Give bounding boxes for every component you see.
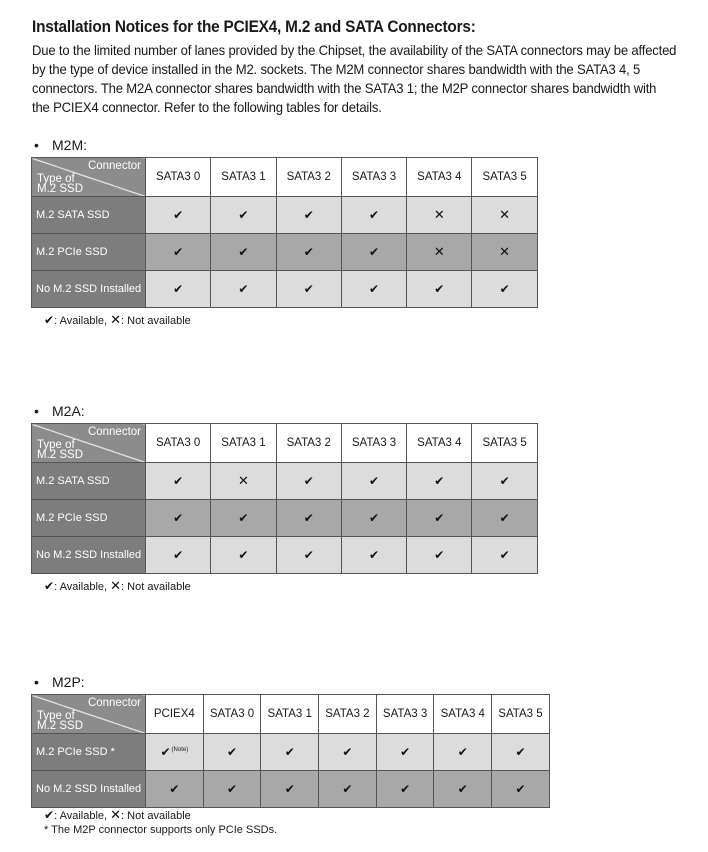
intro-line: connectors. The M2A connector shares bandwidth with the SATA3 1; the M2P connector shares bandwidth with bbox=[32, 80, 657, 96]
column-header: SATA3 3 bbox=[341, 158, 406, 197]
table-cell bbox=[341, 271, 406, 308]
intro-line: by the type of device installed in the M2. sockets. The M2M connector shares bandwidth with the SATA3 4, 5 bbox=[32, 61, 641, 77]
table-row bbox=[32, 734, 550, 771]
table-cell bbox=[276, 500, 341, 537]
column-header: SATA3 0 bbox=[146, 158, 211, 197]
check-icon: ✔ bbox=[238, 548, 249, 562]
check-icon: ✔ bbox=[434, 511, 445, 525]
check-icon: ✔ bbox=[227, 782, 238, 796]
table-cell bbox=[319, 734, 377, 771]
check-icon: ✔ bbox=[369, 245, 380, 259]
m2a-table bbox=[31, 423, 538, 574]
check-icon: ✔ bbox=[227, 745, 238, 759]
m2a-heading-text: M2A: bbox=[52, 403, 85, 419]
table-row bbox=[32, 537, 538, 574]
check-icon: ✔ bbox=[457, 782, 468, 796]
table-cell bbox=[276, 537, 341, 574]
intro-paragraph bbox=[32, 41, 677, 117]
column-header: SATA3 3 bbox=[341, 424, 406, 463]
check-icon: ✔ bbox=[284, 745, 295, 759]
row-label: M.2 PCIe SSD * bbox=[32, 734, 146, 771]
check-icon: ✔ bbox=[238, 208, 249, 222]
table-cell bbox=[211, 197, 276, 234]
m2m-legend bbox=[44, 312, 191, 328]
check-icon: ✔ bbox=[303, 245, 314, 259]
table-cell bbox=[146, 537, 211, 574]
row-label: M.2 PCIe SSD bbox=[32, 500, 146, 537]
check-icon: ✔ bbox=[369, 474, 380, 488]
corner-type-line: M.2 SSD bbox=[37, 720, 84, 732]
column-header: SATA3 1 bbox=[261, 695, 319, 734]
table-cell bbox=[341, 197, 406, 234]
corner-type-line: M.2 SSD bbox=[37, 183, 84, 195]
corner-type-line: Type of bbox=[37, 173, 75, 185]
m2p-table bbox=[31, 694, 550, 808]
check-icon: ✔ bbox=[173, 511, 184, 525]
intro-line: Due to the limited number of lanes provided by the Chipset, the availability of the SATA connectors may be affected bbox=[32, 42, 677, 58]
legend-available-text: : Available, bbox=[54, 581, 108, 593]
table-cell bbox=[319, 771, 377, 808]
table-cell bbox=[492, 771, 550, 808]
check-icon: ✔ bbox=[303, 548, 314, 562]
check-icon: ✔ bbox=[238, 245, 249, 259]
cross-icon: ✕ bbox=[110, 578, 122, 593]
check-icon: ✔ bbox=[499, 511, 510, 525]
corner-type-label bbox=[37, 711, 83, 731]
cross-icon: ✕ bbox=[499, 207, 511, 222]
table-cell bbox=[434, 771, 492, 808]
column-header: SATA3 0 bbox=[203, 695, 261, 734]
row-label: No M.2 SSD Installed bbox=[32, 537, 146, 574]
check-icon: ✔ bbox=[515, 745, 526, 759]
column-header: SATA3 5 bbox=[472, 158, 537, 197]
table-cell bbox=[341, 234, 406, 271]
check-icon: ✔ bbox=[173, 548, 184, 562]
check-icon: ✔ bbox=[434, 548, 445, 562]
column-header: SATA3 0 bbox=[146, 424, 211, 463]
bullet-icon: • bbox=[34, 137, 39, 153]
check-icon: ✔ bbox=[457, 745, 468, 759]
check-icon: ✔ bbox=[173, 282, 184, 296]
corner-type-line: Type of bbox=[37, 439, 75, 451]
table-cell bbox=[341, 463, 406, 500]
intro-line: the PCIEX4 connector. Refer to the following tables for details. bbox=[32, 99, 382, 115]
table-cell bbox=[146, 734, 204, 771]
check-icon: ✔ bbox=[173, 474, 184, 488]
cross-icon: ✕ bbox=[499, 244, 511, 259]
column-header: SATA3 1 bbox=[211, 424, 276, 463]
legend-available-text: : Available, bbox=[54, 315, 108, 327]
check-icon: ✔ bbox=[303, 208, 314, 222]
cross-icon: ✕ bbox=[237, 473, 249, 488]
corner-type-line: M.2 SSD bbox=[37, 449, 84, 461]
check-icon: ✔ bbox=[284, 782, 295, 796]
check-icon: ✔ bbox=[369, 208, 380, 222]
table-cell bbox=[146, 271, 211, 308]
check-icon: ✔ bbox=[369, 282, 380, 296]
table-cell bbox=[376, 771, 434, 808]
table-cell bbox=[407, 197, 472, 234]
page-title: Installation Notices for the PCIEX4, M.2 and SATA Connectors: bbox=[32, 18, 476, 36]
table-cell bbox=[434, 734, 492, 771]
corner-header-cell bbox=[32, 158, 146, 197]
table-row bbox=[32, 500, 538, 537]
check-icon: ✔ bbox=[44, 579, 55, 593]
corner-connector-label: Connector bbox=[87, 160, 141, 172]
table-cell bbox=[472, 500, 537, 537]
check-icon: ✔ bbox=[369, 548, 380, 562]
check-icon: ✔ bbox=[44, 808, 55, 822]
table-cell bbox=[472, 197, 537, 234]
table-cell bbox=[146, 197, 211, 234]
table-cell bbox=[146, 500, 211, 537]
m2p-heading-text: M2P: bbox=[52, 674, 85, 690]
check-icon: ✔ bbox=[342, 782, 353, 796]
m2m-heading-text: M2M: bbox=[52, 137, 87, 153]
check-icon: ✔ bbox=[44, 313, 55, 327]
column-header: SATA3 4 bbox=[407, 424, 472, 463]
m2a-legend bbox=[44, 578, 191, 594]
cross-icon: ✕ bbox=[110, 312, 122, 327]
m2p-legend bbox=[44, 807, 191, 823]
check-icon: ✔ bbox=[342, 745, 353, 759]
table-cell bbox=[203, 771, 261, 808]
cross-icon: ✕ bbox=[433, 207, 445, 222]
column-header: SATA3 2 bbox=[276, 158, 341, 197]
table-cell bbox=[341, 500, 406, 537]
table-header-row bbox=[32, 158, 538, 197]
table-cell bbox=[211, 500, 276, 537]
check-icon: ✔ bbox=[303, 511, 314, 525]
table-cell bbox=[276, 271, 341, 308]
check-icon: ✔ bbox=[169, 782, 180, 796]
check-icon: ✔ bbox=[499, 474, 510, 488]
note-tag: (Note) bbox=[171, 747, 189, 754]
column-header: SATA3 5 bbox=[472, 424, 537, 463]
table-row bbox=[32, 463, 538, 500]
table-cell bbox=[407, 234, 472, 271]
table-cell bbox=[211, 463, 276, 500]
m2a-heading bbox=[34, 403, 85, 419]
table-row bbox=[32, 771, 550, 808]
table-cell bbox=[203, 734, 261, 771]
table-cell bbox=[407, 537, 472, 574]
legend-not-available-text: : Not available bbox=[121, 810, 191, 822]
check-icon: ✔ bbox=[303, 282, 314, 296]
bullet-icon: • bbox=[34, 674, 39, 690]
table-cell bbox=[407, 463, 472, 500]
m2m-table bbox=[31, 157, 538, 308]
corner-type-label bbox=[37, 440, 83, 460]
corner-type-label bbox=[37, 174, 83, 194]
column-header: SATA3 2 bbox=[276, 424, 341, 463]
m2p-heading bbox=[34, 674, 85, 690]
row-label: No M.2 SSD Installed bbox=[32, 771, 146, 808]
check-icon: ✔ bbox=[400, 745, 411, 759]
legend-available-text: : Available, bbox=[54, 810, 108, 822]
table-cell bbox=[472, 271, 537, 308]
column-header: PCIEX4 bbox=[146, 695, 204, 734]
check-icon: ✔ bbox=[434, 474, 445, 488]
legend-not-available-text: : Not available bbox=[121, 315, 191, 327]
column-header: SATA3 5 bbox=[492, 695, 550, 734]
cross-icon: ✕ bbox=[110, 807, 122, 822]
table-cell bbox=[376, 734, 434, 771]
column-header: SATA3 1 bbox=[211, 158, 276, 197]
table-cell bbox=[146, 234, 211, 271]
column-header: SATA3 4 bbox=[407, 158, 472, 197]
table-cell bbox=[146, 771, 204, 808]
check-icon: ✔ bbox=[499, 548, 510, 562]
check-icon: ✔ bbox=[160, 745, 171, 759]
table-cell bbox=[211, 234, 276, 271]
column-header: SATA3 4 bbox=[434, 695, 492, 734]
table-cell bbox=[276, 197, 341, 234]
table-cell bbox=[276, 463, 341, 500]
table-cell bbox=[146, 463, 211, 500]
check-icon: ✔ bbox=[499, 282, 510, 296]
footnote: * The M2P connector supports only PCIe SSDs. bbox=[44, 824, 278, 836]
column-header: SATA3 2 bbox=[319, 695, 377, 734]
column-header: SATA3 3 bbox=[376, 695, 434, 734]
check-icon: ✔ bbox=[434, 282, 445, 296]
check-icon: ✔ bbox=[369, 511, 380, 525]
table-cell bbox=[211, 271, 276, 308]
table-cell bbox=[407, 271, 472, 308]
corner-header-cell bbox=[32, 695, 146, 734]
check-icon: ✔ bbox=[515, 782, 526, 796]
table-cell bbox=[276, 234, 341, 271]
table-row bbox=[32, 271, 538, 308]
corner-connector-label: Connector bbox=[87, 697, 141, 709]
corner-connector-label: Connector bbox=[87, 426, 141, 438]
table-row bbox=[32, 197, 538, 234]
table-cell bbox=[472, 463, 537, 500]
table-cell bbox=[211, 537, 276, 574]
legend-not-available-text: : Not available bbox=[121, 581, 191, 593]
table-cell bbox=[407, 500, 472, 537]
table-cell bbox=[261, 734, 319, 771]
check-icon: ✔ bbox=[238, 282, 249, 296]
check-icon: ✔ bbox=[173, 208, 184, 222]
table-cell bbox=[472, 537, 537, 574]
bullet-icon: • bbox=[34, 403, 39, 419]
table-cell bbox=[492, 734, 550, 771]
m2m-heading bbox=[34, 137, 87, 153]
table-header-row bbox=[32, 695, 550, 734]
table-cell bbox=[472, 234, 537, 271]
cross-icon: ✕ bbox=[433, 244, 445, 259]
check-icon: ✔ bbox=[400, 782, 411, 796]
corner-header-cell bbox=[32, 424, 146, 463]
check-icon: ✔ bbox=[173, 245, 184, 259]
check-icon: ✔ bbox=[303, 474, 314, 488]
check-icon: ✔ bbox=[238, 511, 249, 525]
row-label: M.2 SATA SSD bbox=[32, 463, 146, 500]
row-label: M.2 SATA SSD bbox=[32, 197, 146, 234]
table-row bbox=[32, 234, 538, 271]
table-header-row bbox=[32, 424, 538, 463]
row-label: No M.2 SSD Installed bbox=[32, 271, 146, 308]
corner-type-line: Type of bbox=[37, 710, 75, 722]
table-cell bbox=[261, 771, 319, 808]
table-cell bbox=[341, 537, 406, 574]
row-label: M.2 PCIe SSD bbox=[32, 234, 146, 271]
